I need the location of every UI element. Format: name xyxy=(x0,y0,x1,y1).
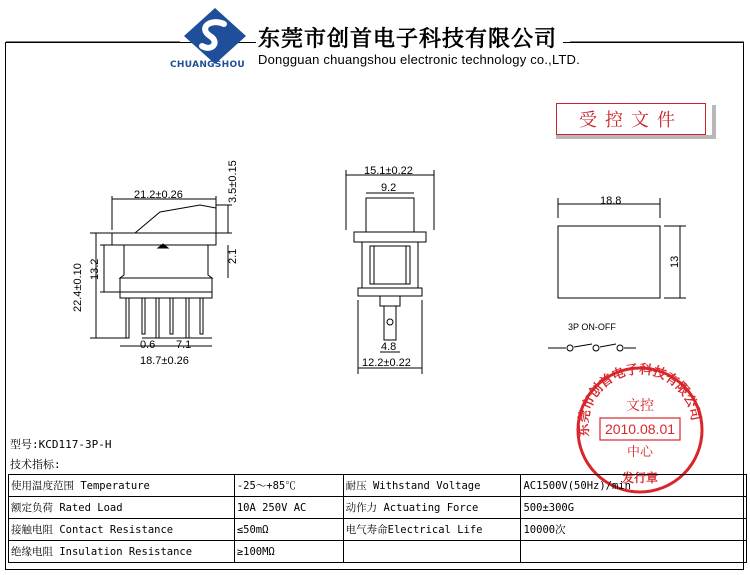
table-cell: 绝缘电阻 Insulation Resistance xyxy=(9,541,235,563)
dim-side-step: 2.1 xyxy=(227,248,239,264)
table-cell: 动作力 Actuating Force xyxy=(343,497,521,519)
dim-front-rocker-width: 9.2 xyxy=(381,182,397,194)
dim-cutout-height: 13 xyxy=(669,255,681,268)
dim-front-top-width: 15.1±0.22 xyxy=(364,165,413,177)
table-cell: 10000次 xyxy=(521,519,747,541)
model-label: 型号:KCD117-3P-H xyxy=(10,438,112,451)
table-cell: 耐压 Withstand Voltage xyxy=(343,475,521,497)
spec-table xyxy=(8,474,747,563)
table-row xyxy=(9,497,747,519)
table-cell xyxy=(343,541,521,563)
table-cell: ≥100MΩ xyxy=(234,541,343,563)
table-cell: 接触电阻 Contact Resistance xyxy=(9,519,235,541)
table-cell: -25～+85℃ xyxy=(234,475,343,497)
table-cell: AC1500V(50Hz)/min xyxy=(521,475,747,497)
seal-ring-text: 东莞市创首电子科技有限公司 xyxy=(576,362,703,438)
dim-side-bottom-width: 18.7±0.26 xyxy=(140,355,189,367)
seal-bottom: 发行章 xyxy=(621,471,659,485)
company-name-en: Dongguan chuangshou electronic technology co.,LTD. xyxy=(258,52,580,67)
table-row xyxy=(9,519,747,541)
dim-pin-pitch: 7.1 xyxy=(176,339,192,351)
dim-side-top: 3.5±0.15 xyxy=(227,160,239,203)
table-cell: 电气寿命Electrical Life xyxy=(343,519,521,541)
company-name-cn: 东莞市创首电子科技有限公司 xyxy=(256,22,563,53)
table-cell: 10A 250V AC xyxy=(234,497,343,519)
seal-date: 2010.08.01 xyxy=(604,421,676,437)
seal-line2: 中心 xyxy=(626,445,654,460)
tech-spec-label: 技术指标: xyxy=(10,458,61,471)
dim-side-width: 21.2±0.26 xyxy=(134,189,183,201)
table-row xyxy=(9,541,747,563)
table-cell: 使用温度范围 Temperature xyxy=(9,475,235,497)
dim-cutout-width: 18.8 xyxy=(600,195,622,207)
table-cell: ≤50mΩ xyxy=(234,519,343,541)
table-row xyxy=(9,475,747,497)
dim-side-total-height: 22.4±0.10 xyxy=(72,263,84,312)
dim-pin-offset: 0.6 xyxy=(140,339,156,351)
logo-wordmark: CHUANGSHOU xyxy=(170,60,246,70)
dim-front-bottom-width: 12.2±0.22 xyxy=(362,357,411,369)
dim-side-body-height: 13.2 xyxy=(89,258,101,280)
table-cell: 500±300G xyxy=(521,497,747,519)
table-cell: 额定负荷 Rated Load xyxy=(9,497,235,519)
seal-line1: 文控 xyxy=(626,398,654,414)
dim-front-pin-width: 4.8 xyxy=(381,341,397,353)
schematic-label: 3P ON-OFF xyxy=(568,322,616,332)
controlled-doc-label: 受控文件 xyxy=(579,110,683,131)
table-cell xyxy=(521,541,747,563)
